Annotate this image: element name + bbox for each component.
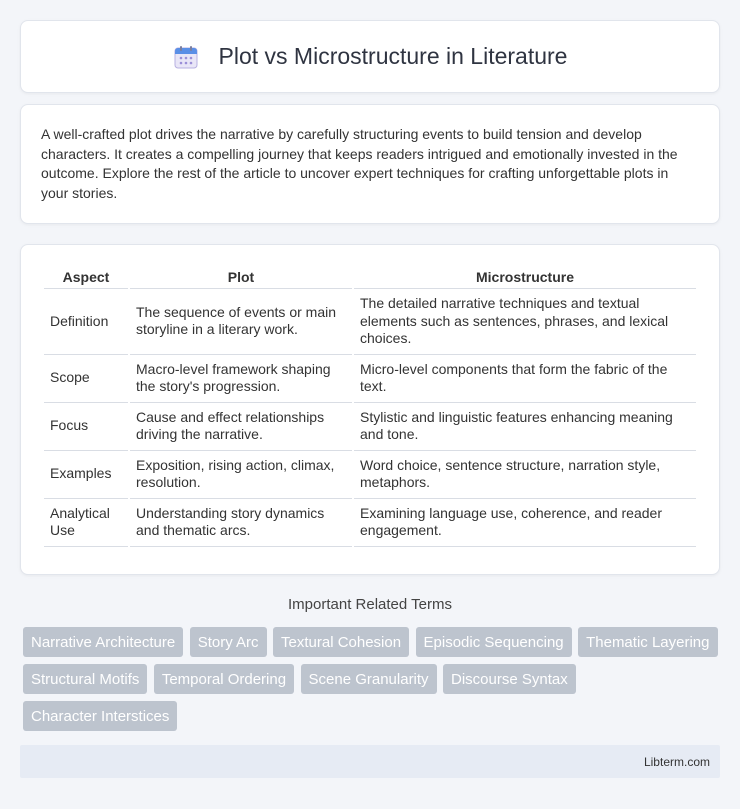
related-term-tag[interactable]: Discourse Syntax <box>443 664 576 694</box>
cell-aspect: Focus <box>44 403 128 451</box>
related-term-tag[interactable]: Character Interstices <box>23 701 177 731</box>
related-terms-list <box>23 627 723 738</box>
related-term-tag[interactable]: Thematic Layering <box>578 627 717 657</box>
related-term-tag[interactable]: Textural Cohesion <box>273 627 409 657</box>
cell-microstructure: Word choice, sentence structure, narration style, metaphors. <box>354 451 696 499</box>
table-row <box>44 451 696 499</box>
table-header-row <box>44 265 696 289</box>
cell-aspect: Scope <box>44 355 128 403</box>
table-row <box>44 403 696 451</box>
table-row <box>44 355 696 403</box>
page-title: Plot vs Microstructure in Literature <box>218 43 568 69</box>
cell-plot: The sequence of events or main storyline in a literary work. <box>130 289 352 355</box>
cell-microstructure: Micro-level components that form the fabric of the text. <box>354 355 696 403</box>
cell-microstructure: Stylistic and linguistic features enhancing meaning and tone. <box>354 403 696 451</box>
cell-plot: Macro-level framework shaping the story's progression. <box>130 355 352 403</box>
related-term-tag[interactable]: Narrative Architecture <box>23 627 183 657</box>
footer <box>20 745 720 778</box>
cell-plot: Cause and effect relationships driving the narrative. <box>130 403 352 451</box>
header <box>173 43 568 70</box>
related-terms-title: Important Related Terms <box>288 596 452 613</box>
footer-site-link[interactable]: Libterm.com <box>643 754 710 769</box>
related-term-tag[interactable]: Temporal Ordering <box>154 664 294 694</box>
related-term-tag[interactable]: Scene Granularity <box>301 664 437 694</box>
comparison-table-card <box>20 244 720 575</box>
related-term-tag[interactable]: Episodic Sequencing <box>416 627 572 657</box>
intro-paragraph: A well-crafted plot drives the narrative by carefully structuring events to build tension and develop characters. It creates a compelling journey that keeps readers intrigued and emotionally invested in the outcome. Explore the rest of the article to uncover expert techniques for crafting unforgettable plots in your stories. <box>41 126 678 201</box>
cell-aspect: Analytical Use <box>44 499 128 547</box>
related-term-tag[interactable]: Structural Motifs <box>23 664 147 694</box>
cell-plot: Exposition, rising action, climax, resolution. <box>130 451 352 499</box>
header-plot: Plot <box>130 265 352 289</box>
cell-aspect: Definition <box>44 289 128 355</box>
header-microstructure: Microstructure <box>354 265 696 289</box>
cell-plot: Understanding story dynamics and thematic arcs. <box>130 499 352 547</box>
table-row <box>44 289 696 355</box>
cell-aspect: Examples <box>44 451 128 499</box>
calendar-icon <box>173 44 199 70</box>
intro-card <box>20 104 720 224</box>
cell-microstructure: The detailed narrative techniques and textual elements such as sentences, phrases, and lexical choices. <box>354 289 696 355</box>
header-card <box>20 20 720 93</box>
table-row <box>44 499 696 547</box>
header-aspect: Aspect <box>44 265 128 289</box>
related-term-tag[interactable]: Story Arc <box>190 627 267 657</box>
cell-microstructure: Examining language use, coherence, and reader engagement. <box>354 499 696 547</box>
comparison-table <box>42 265 698 547</box>
